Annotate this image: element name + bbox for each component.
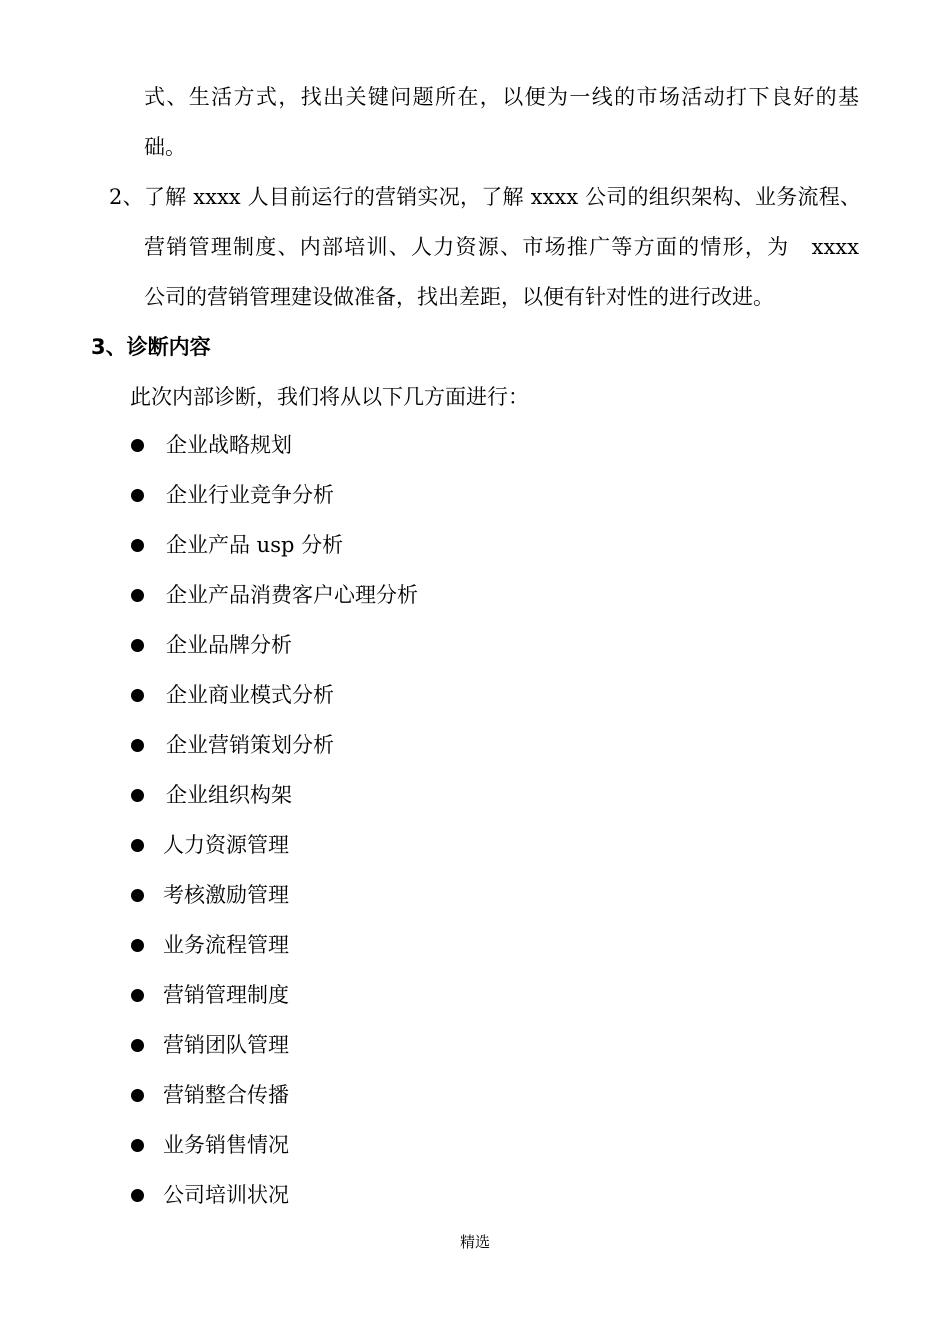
list-item-label: 企业产品 usp 分析	[166, 533, 344, 557]
list-item-label: 企业组织构架	[166, 783, 292, 807]
list-item	[131, 680, 334, 710]
bullet-dot-icon	[131, 889, 144, 902]
bullet-dot-icon	[131, 489, 144, 502]
paragraph-line: 式、生活方式，找出关键问题所在，以便为一线的市场活动打下良好的基	[144, 85, 859, 109]
list-item	[131, 430, 292, 460]
paragraph-line: 础。	[144, 135, 186, 159]
bullet-dot-icon	[131, 1189, 144, 1202]
bullet-dot-icon	[131, 789, 144, 802]
list-item	[131, 1030, 289, 1060]
list-item-2-line: 2、了解 xxxx 人目前运行的营销实况，了解 xxxx 公司的组织架构、业务流程、	[109, 185, 861, 209]
page-footer: 精选	[459, 1233, 490, 1251]
list-item-label: 营销整合传播	[163, 1083, 289, 1107]
section-intro: 此次内部诊断，我们将从以下几方面进行：	[130, 385, 529, 409]
list-item-2-line: 公司的营销管理建设做准备，找出差距，以便有针对性的进行改进。	[144, 285, 774, 309]
list-item-label: 业务销售情况	[163, 1133, 289, 1157]
bullet-dot-icon	[131, 1039, 144, 1052]
list-item	[131, 730, 334, 760]
bullet-dot-icon	[131, 1089, 144, 1102]
list-item-label: 公司培训状况	[163, 1183, 289, 1207]
list-item-label: 营销管理制度	[163, 983, 289, 1007]
list-item-label: 企业产品消费客户心理分析	[166, 583, 418, 607]
list-item	[131, 830, 289, 860]
list-item	[131, 980, 289, 1010]
list-item	[131, 1080, 289, 1110]
list-item	[131, 480, 334, 510]
list-item-2-line: 营销管理制度、内部培训、人力资源、市场推广等方面的情形，为 xxxx	[144, 235, 859, 259]
section-heading: 3、诊断内容	[91, 335, 211, 359]
list-item	[131, 880, 289, 910]
bullet-dot-icon	[131, 589, 144, 602]
list-item-label: 营销团队管理	[163, 1033, 289, 1057]
list-item-label: 企业战略规划	[166, 433, 292, 457]
bullet-dot-icon	[131, 939, 144, 952]
list-item-label: 考核激励管理	[163, 883, 289, 907]
list-item	[131, 1180, 289, 1210]
list-item	[131, 780, 292, 810]
list-item-label: 企业商业模式分析	[166, 683, 334, 707]
list-item	[131, 930, 289, 960]
list-item-label: 人力资源管理	[163, 833, 289, 857]
bullet-dot-icon	[131, 689, 144, 702]
list-item-label: 业务流程管理	[163, 933, 289, 957]
bullet-dot-icon	[131, 1139, 144, 1152]
list-item	[131, 530, 343, 560]
list-item-label: 企业营销策划分析	[166, 733, 334, 757]
list-item-label: 企业行业竞争分析	[166, 483, 334, 507]
list-item	[131, 580, 418, 610]
bullet-dot-icon	[131, 639, 144, 652]
bullet-dot-icon	[131, 839, 144, 852]
list-item-label: 企业品牌分析	[166, 633, 292, 657]
bullet-dot-icon	[131, 439, 144, 452]
bullet-dot-icon	[131, 539, 144, 552]
list-item	[131, 630, 292, 660]
bullet-dot-icon	[131, 989, 144, 1002]
bullet-dot-icon	[131, 739, 144, 752]
list-item	[131, 1130, 289, 1160]
